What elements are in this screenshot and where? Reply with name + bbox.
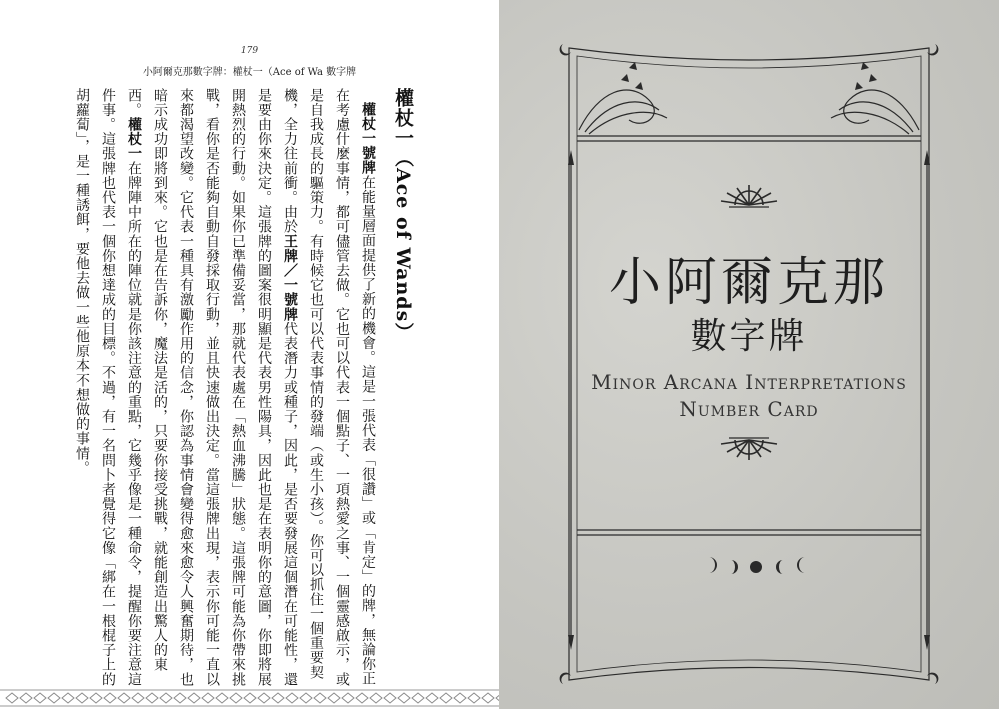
paragraph-1-text: 在能量層面提供了新的機會。這是一張代表「很讚」或「肯定」的牌，無論你正在考慮什麼事情，都可儘管去做。它也可以代表一個點子、一項熱愛之事、一個靈感啟示，或是自我成長的驅策力。有時候它也可以代表事情的發端（或生小孩）。你可以抓住一個重要契機，全力往前衝。由於 <box>282 88 376 687</box>
running-head: 小阿爾克那數字牌：權杖一（Ace of Wa 數字牌 <box>142 67 357 78</box>
title-english-line2: Number Card <box>679 397 819 421</box>
bold-term-3: 權杖一 <box>126 117 142 162</box>
footer-ornament <box>0 687 499 709</box>
sunburst-bottom-icon <box>721 440 777 460</box>
title-chinese: 小阿爾克那 <box>608 253 889 313</box>
bold-term-2: 王牌／一號牌 <box>282 234 298 322</box>
body-text <box>69 88 381 688</box>
left-page <box>0 0 499 709</box>
paragraph-1 <box>69 88 381 688</box>
page-number: 179 <box>240 46 259 56</box>
sunburst-top-icon <box>721 185 777 205</box>
bold-term: 權杖一號牌 <box>360 102 376 175</box>
subtitle-chinese: 數字牌 <box>690 316 808 357</box>
paragraph-1-cont: 代表潛力或種子，因此，是否要發展這個潛在可能性，還是要由你來決定。這張牌的圖案很明顯是代表男性陽具，因此也是在表明你的意圖，你即將展開熱烈的行動。如果你已準備妥當，那就代表處在「熱血沸騰」狀態。這張牌可能為你帶來挑戰，看你是否能夠自動自發採取行動，並且快速做出決定。當這張牌出現，表示你可能一直以來都渴望改變。它代表一種具有激勵作用的信念，你認為事情會變得愈來愈令人興奮期待，也暗示成功即將到來。它也是在告訴你，魔法是活的，只要你接受挑戰，就能創造出驚人的東西。 <box>126 88 298 687</box>
right-page <box>499 0 999 709</box>
section-heading: 權杖一（Ace of Wands） <box>392 88 414 343</box>
paragraph-2-text: 在牌陣中所在的陣位就是你該注意的重點，它幾乎像是一種命令，提醒你要注意這件事。這張牌也代表一個你想達成的目標。不過，有一名問卜者覺得它像「綁在一根棍子上的胡蘿蔔」，是一種誘餌，要他去做一些他原本不想做的事情。 <box>74 88 142 687</box>
title-english-line1: Minor Arcana Interpretations <box>591 370 907 394</box>
moon-phases-icon <box>709 557 805 574</box>
